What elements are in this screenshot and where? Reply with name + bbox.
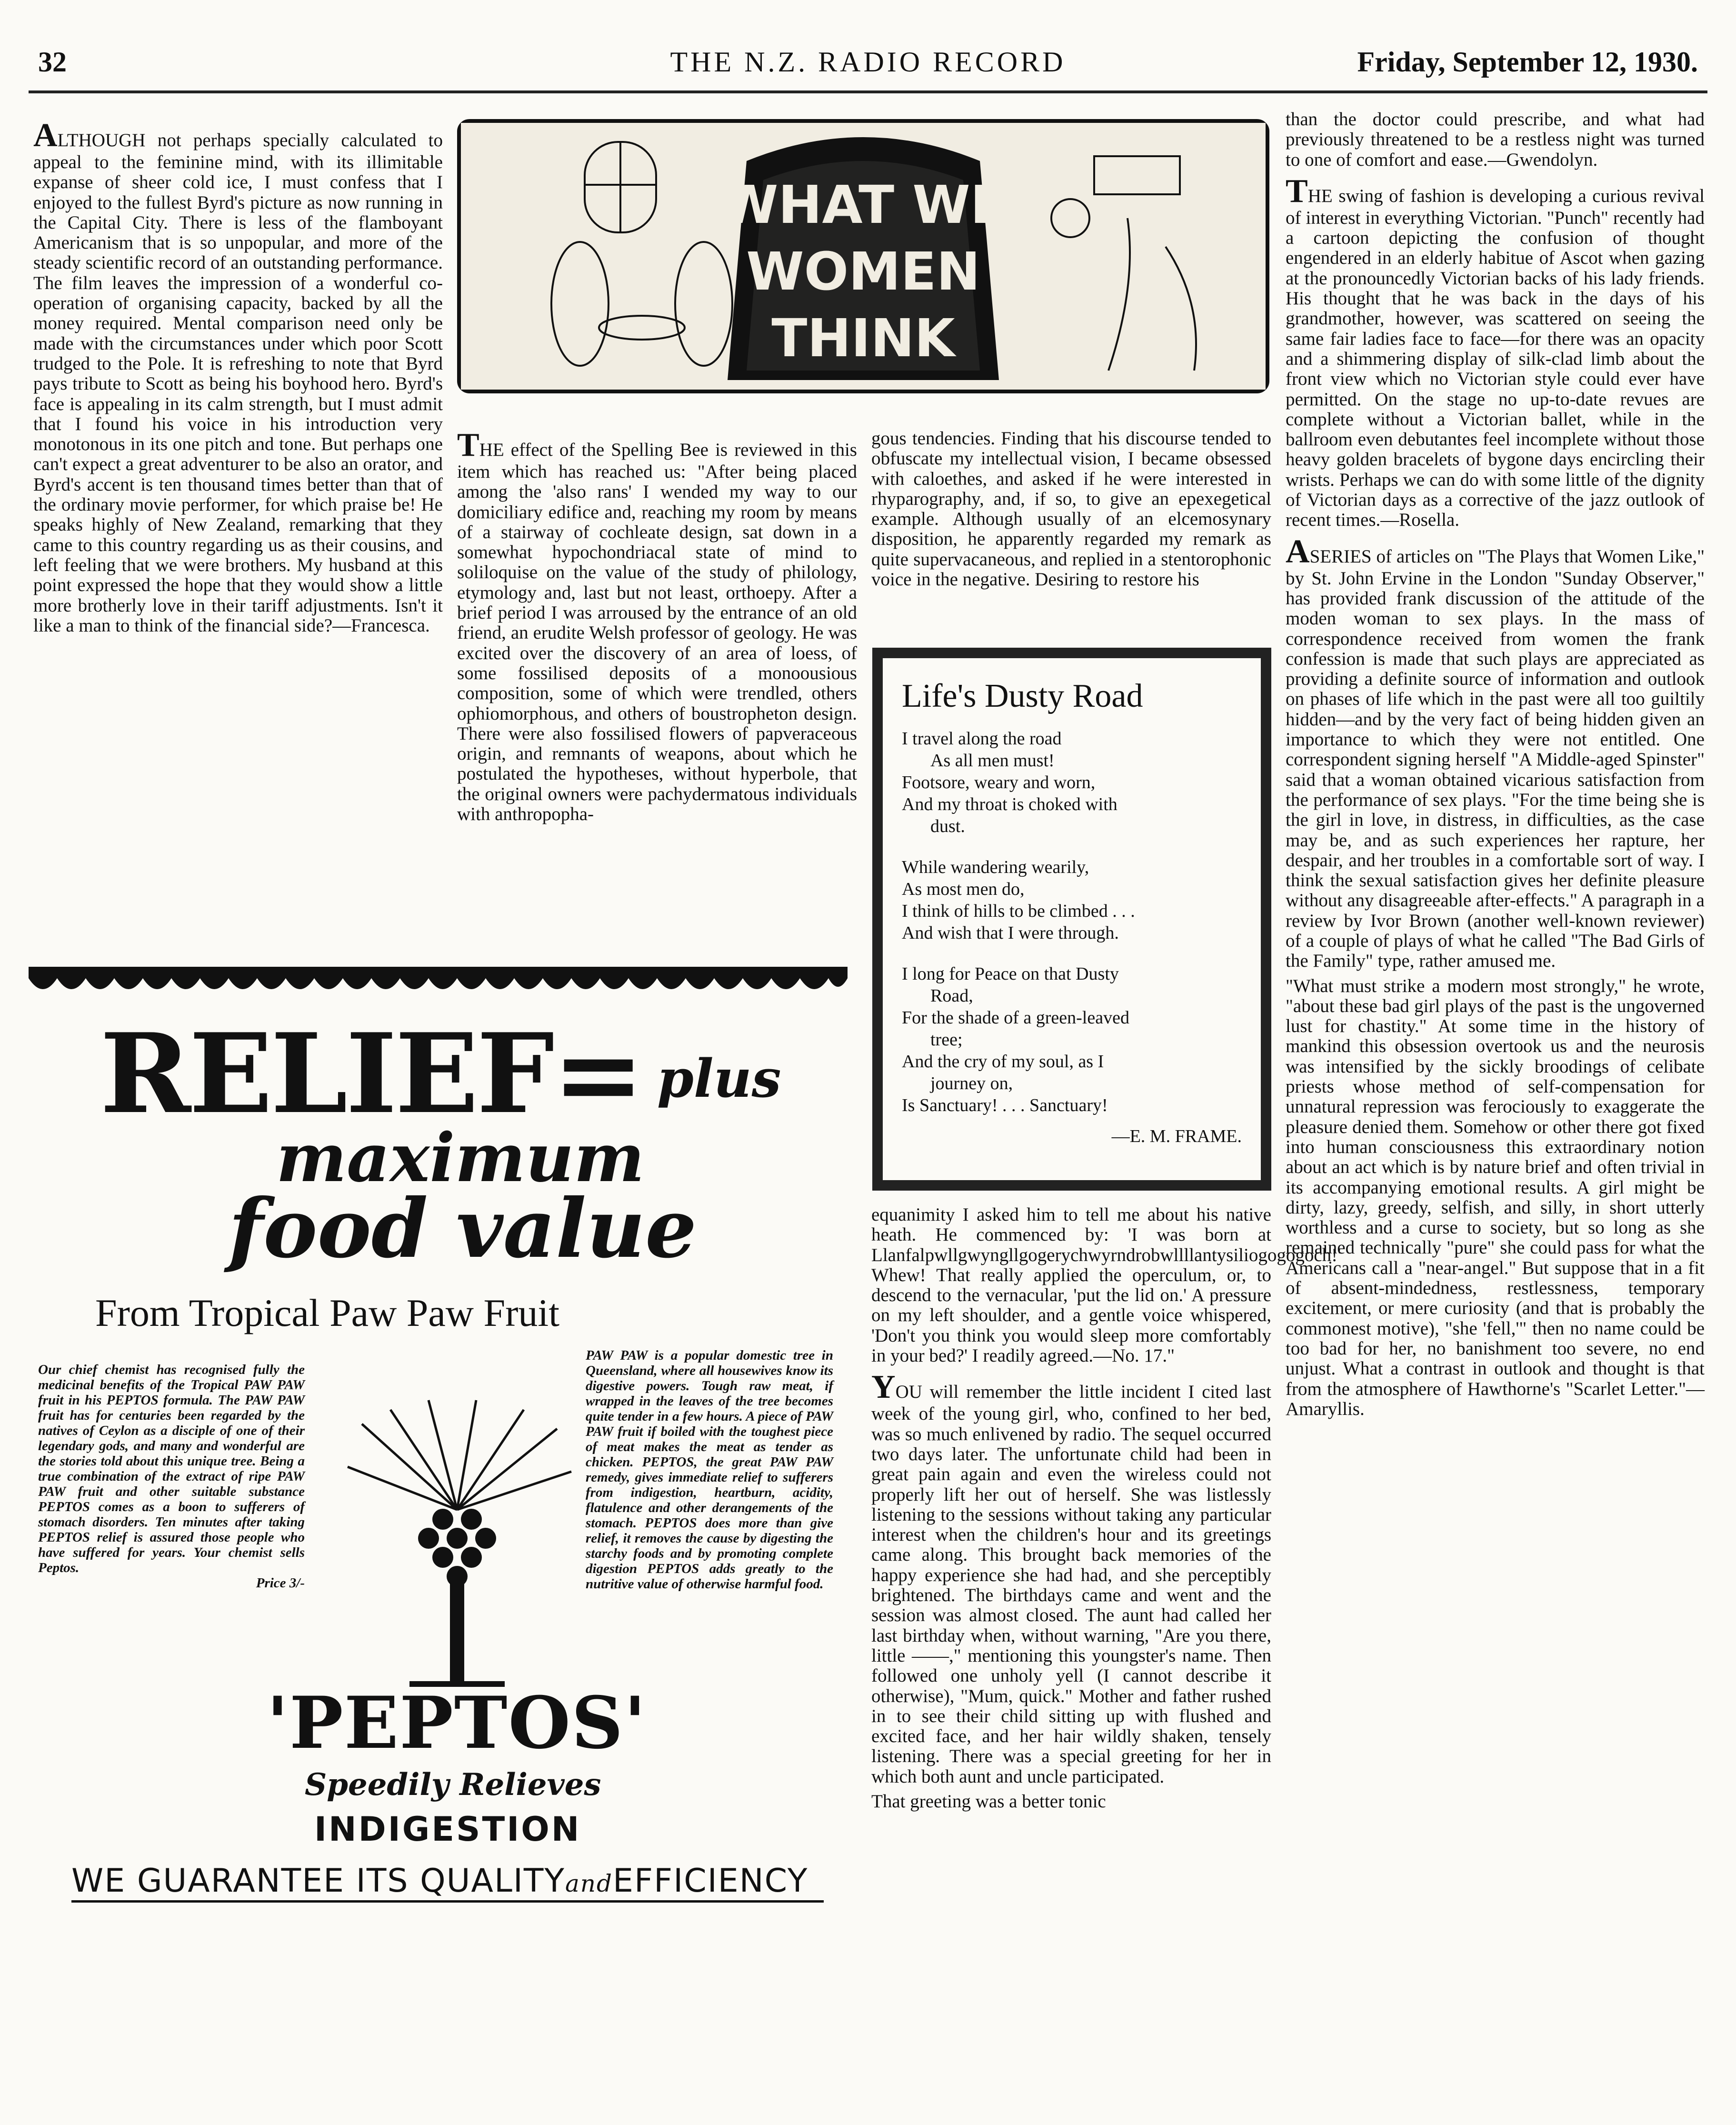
poem-line: And the cry of my soul, as I — [902, 1052, 1104, 1072]
paw-paw-tree-illustration — [333, 1395, 581, 1691]
banner-line2: WOMEN — [746, 241, 980, 302]
ad-right-text: PAW PAW is a popular domestic tree in Queensland, where all housewives know its digestive powers. Tough raw meat, if wrapped in the leaves of the tree becomes quite tender in a few hours. A piece of PAW PAW fruit if boiled with the toughest piece of meat makes the meat as tender as chicken. PEPTOS, the great PAW PAW remedy, gives immediate relief to sufferers from indigestion, heartburn, acidity, flatulence and other derangements of the stomach. PEPTOS does more than give relief, it removes the cause by digesting the starchy foods and by promoting complete digestion PEPTOS adds greatly to the nutritive value of otherwise harmful food. — [586, 1348, 833, 1592]
ad-plus: plus — [657, 1048, 781, 1109]
poem-lifes-dusty-road — [872, 648, 1271, 1191]
poem-line: journey on, — [930, 1073, 1013, 1093]
article-plays-text: SERIES of articles on "The Plays that Women Like," by St. John Ervine in the London "Sunday Observer," has provided frank discussion of the attitude of the moden woman to sex plays. In the mass of correspondence received from women the frank confession is made that such plays are appreciated as providing a definite source of information and outlook on phases of life which in the past were all too guiltily hidden—and by the very fact of being hidden given an importance to which they were not entitled. One correspondent signing herself "A Middle-aged Spinster" said that a woman obtained vicarious satisfaction from the performance of sex plays. "For the time being she is the girl in love, in distress, in difficulties, as the case may be, and as such experiences her rapture, her despair, and her troubles in a comfortable sort of way. I think the sexual satisfaction gives her definite pleasure without any disagreeable after-effects." A paragraph in a review by Ivor Brown (another well-known reviewer) of a couple of plays of what he called "The Bad Girls of the Family" type, rather amused me. — [1286, 546, 1705, 972]
poem-line: I travel along the road — [902, 729, 1062, 749]
dropcap-a2: A — [1286, 533, 1310, 570]
indigestion: INDIGESTION — [314, 1810, 581, 1849]
ad-price: Price 3/- — [256, 1575, 305, 1591]
poem-line: I long for Peace on that Dusty — [902, 964, 1119, 984]
poem-line: Road, — [930, 986, 973, 1006]
wavy-border — [29, 967, 848, 1000]
article-francesca — [33, 119, 443, 938]
peptos-advertisement — [29, 967, 848, 2110]
peptos-brand: 'PEPTOS' — [267, 1681, 647, 1765]
column-four — [1286, 110, 1705, 2110]
gwendolyn-end-text: than the doctor could prescribe, and what had previously threatened to be a restless night was turned to one of comfort and ease.—Gwendolyn. — [1286, 109, 1705, 170]
banner-line1: WHAT WE — [720, 174, 1006, 235]
poem-line: And wish that I were through. — [902, 923, 1119, 943]
ad-tropical-line: From Tropical Paw Paw Fruit — [95, 1291, 559, 1334]
guarantee-underline — [71, 1900, 824, 1903]
guarantee-part-b: EFFICIENCY — [613, 1862, 808, 1900]
article-plays-text2: "What must strike a modern most strongly," he wrote, "about these bad girl plays of the past is the ungoverned lust for chastity." At some time in the history of mankind this obsession overtook us and the neurosis was intensified by the sickly broodings of celibate priests whose method of self-compensation for unnatural repression was ferociously to exaggerate the pleasure denied them. Somehow or other there got fixed into human consciousness this extraordinary notion about an act which is by nature brief and often trivial in its accompanying emotional results. A girl might be dirty, lazy, greedy, selfish, and silly, in short utterly worthless and a curse to society, but so long as she remained technically "pure" she could pass for what the Americans call a "near-angel." But suppose that in a fit of absent-mindedness, restlessness, temporary excitement, or mere curiosity (and that is probably the commonest motive), "she 'fell,'" then no name could be too bad for her, no banishment too severe, no end unjust. What a contrast in outlook and thought is that from the atmosphere of Hawthorne's "Scarlet Letter."—Amaryllis. — [1286, 975, 1705, 1419]
welsh-continued-text: equanimity I asked him to tell me about his native heath. He commenced by: 'I was born at Llanfalpwllgwyngllgogerychwyrndrobwllllantysiliogogogoch!' Whew! That really applied the operculum, or, to descend to the vernacular, 'put the lid on.' A pressure on my left shoulder, and a gentle voice whispered, 'Don't you think you would sleep more comfortably in your bed?' I readily agreed.—No. 17." — [871, 1204, 1341, 1366]
article-spelling-bee — [457, 429, 857, 943]
dropcap-t2: T — [1286, 172, 1308, 210]
dropcap-t: T — [457, 427, 479, 463]
ad-left-copy — [38, 1362, 305, 1591]
article-radio-girl-end: That greeting was a better tonic — [871, 1791, 1106, 1812]
ad-food-value: food value — [229, 1181, 697, 1276]
guarantee-and: and — [565, 1870, 613, 1897]
poem-title: Life's Dusty Road — [902, 678, 1143, 714]
what-we-women-think-banner — [457, 119, 1269, 393]
poem-line: Is Sanctuary! . . . Sanctuary! — [902, 1095, 1108, 1115]
ad-left-text: Our chief chemist has recognised fully the medicinal benefits of the Tropical PAW PAW fruit in his PEPTOS formula. The PAW PAW fruit has for centuries been regarded by the natives of Ceylon as a disciple of one of their legendary gods, and many and wonderful are the stories told about this unique tree. Being a true combination of the extract of ripe PAW PAW fruit and other suitable substance PEPTOS comes as a boon to sufferers of stomach disorders. Ten minutes after taking PEPTOS relief is assured those people who have suffered for years. Your chemist sells Peptos. — [38, 1362, 305, 1575]
header-rule — [29, 90, 1707, 93]
poem-author: —E. M. FRAME. — [1111, 1126, 1242, 1146]
poem-line: dust. — [930, 816, 965, 836]
dropcap-y: Y — [871, 1369, 896, 1406]
speedily-relieves: Speedily Relieves — [305, 1767, 601, 1803]
poem-line: As all men must! — [930, 751, 1055, 771]
publication-title: THE N.Z. RADIO RECORD — [670, 46, 1066, 78]
issue-date: Friday, September 12, 1930. — [1357, 46, 1698, 78]
spelling-bee-continued-text: gous tendencies. Finding that his discourse tended to obfuscate my intellectual vision, I became obsessed with caloethes, and asked if he were interested in rhyparography, and, if so, to give an epexegetical example. Although usually of an elcemosynary disposition, he apparently regarded my remark as quite supervacaneous, and replied in a stentorophonic voice in the negative. Desiring to restore his — [871, 428, 1271, 590]
banner-illustration — [461, 123, 1266, 390]
ad-maximum: maximum — [276, 1119, 645, 1197]
poem-line: For the shade of a green-leaved — [902, 1008, 1129, 1028]
relief-word: RELIEF — [100, 1010, 553, 1138]
poem-line: As most men do, — [902, 879, 1025, 899]
poem-line: I think of hills to be climbed . . . — [902, 901, 1135, 921]
article-welsh-continued — [871, 1204, 1341, 2110]
guarantee-part-a: WE GUARANTEE ITS QUALITY — [71, 1862, 565, 1900]
poem-line: While wandering wearily, — [902, 857, 1089, 877]
guarantee-line — [71, 1862, 808, 1900]
article-spelling-bee-continued — [871, 429, 1271, 633]
poem-line: Footsore, weary and worn, — [902, 772, 1096, 792]
article-victorian-text: HE swing of fashion is developing a curious revival of interest in everything Victorian. "Punch" recently had a cartoon depicting the confusion of thought engendered in an elderly habitue of Ascot when gazing at the pronouncedly Victorian backs of his lady friends. His thought that he was back in the days of his grandmother, however, was scattered on seeing the same fair ladies face to face—for there was an opacity and a shimmering display of silk-clad limb about the front view which no Victorian style could ever have permitted. On the stage no up-to-date revues are complete without a Victorian ballet, while in the ballroom even debutantes feel incomplete without those heavy golden bracelets of bygone days encircling their wrists. Perhaps we can do with some little of the dignity of Victorian days as a corrective of the jazz outlook of recent times.—Rosella. — [1286, 185, 1705, 531]
poem-line: And my throat is choked with — [902, 794, 1117, 814]
poem-line: tree; — [930, 1030, 963, 1050]
banner-line3: THINK — [771, 308, 955, 369]
page-number: 32 — [38, 46, 67, 78]
article-francesca-text: LTHOUGH not perhaps specially calculated to appeal to the feminine mind, with its illimitable expanse of sheer cold ice, I must confess that I enjoyed to the fullest Byrd's picture as now running in the Capital City. There is less of the flamboyant Americanism that is so unpopular, and more of the steady scientific record of an outstanding performance. The film leaves the impression of a wonderful co-operation of organising capacity, backed by all the money required. Mental comparison need only be made with the circumstances under which poor Scott trudged to the Pole. It is refreshing to note that Byrd pays tribute to Scott as being his boyhood hero. Byrd's face is appealing in its calm strength, but I must admit that I found his voice in his introduction very monotonous in its one pitch and tone. But perhaps one can't expect a great adventurer to be also an orator, and Byrd's accent is ten thousand times better than that of the ordinary movie performer, for which praise be! He speaks highly of New Zealand, remarking that they came to this country regarding us as their cousins, and left feeling that we were brothers. My husband at this point expressed the hope that they would show a little more brotherly love in their tariff adjustments. Isn't it like a man to think of the financial side?—Francesca. — [33, 130, 443, 636]
ad-right-copy — [586, 1348, 833, 1592]
dropcap-a: A — [33, 117, 58, 154]
article-radio-girl-text: OU will remember the little incident I cited last week of the young girl, who, confined to her bed, was so much enlivened by radio. The sequel occurred two days later. The unfortunate child had been in great pain again and even the wireless could not properly lift her out of herself. She was listlessly listening to the sessions without taking any particular interest when the children's hour and its greetings came along. This brought back memories of the happy experience she had had, and she perceptibly brightened. The birthdays came and went and the session was almost closed. The aunt had called her last birthday when, without warning, "Are you there, little ——," mentioning this youngster's name. Then followed one unholy yell (I cannot describe it otherwise), "Mum, quick." Mother and father rushed in to see their child sitting up with flushed and excited face, and her hair wildly shaken, tensely listening. There was a special greeting for her in which both aunt and uncle participated. — [871, 1382, 1271, 1787]
article-spelling-bee-text: HE effect of the Spelling Bee is reviewed in this item which has reached us: "After being placed among the 'also rans' I wended my way to our domiciliary edifice and, reaching my room by means of a stairway of cochleate design, sat down in a somewhat hypochondriacal state of mind to soliloquise on the value of the study of philology, etymology and, last but not least, orthoepy. After a brief period I was arroused by the entrance of an old friend, an erudite Welsh professor of geology. He was excited over the discovery of an area of loess, of some fossilised deposits of a monoousious composition, some of which were trendled, others ophiomorphous, and others of boustropheton design. There were also fossilised flowers of papveraceous origin, and remnants of weapons, about which he postulated the hypotheses, without hyperbole, that the original owners were pachydermatous individuals with anthropopha- — [457, 440, 857, 825]
equals-sign: = — [552, 1010, 643, 1138]
